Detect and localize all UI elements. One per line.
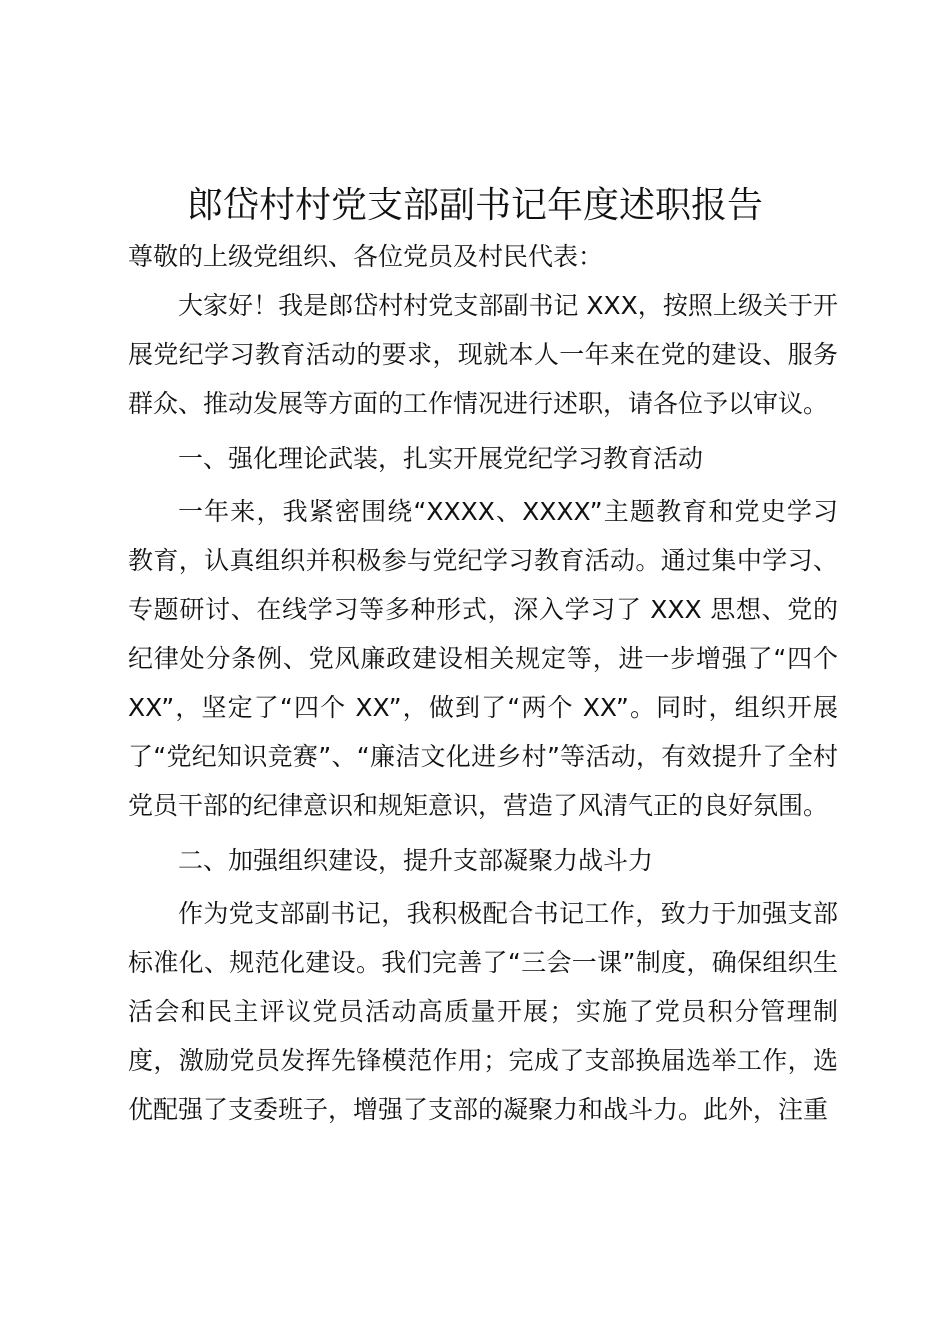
section-heading-2: 二、加强组织建设，提升支部凝聚力战斗力 bbox=[178, 846, 654, 875]
section-2-paragraph: 作为党支部副书记，我积极配合书记工作，致力于加强支部标准化、规范化建设。我们完善了“三会一课”制度，确保组织生活会和民主评议党员活动高质量开展；实施了党员积分管理制度，激励党员发挥先锋模范作用；完成了支部换届选举工作，选优配强了支委班子，增强了支部的凝聚力和战斗力。此外，注重 bbox=[128, 899, 838, 1124]
intro-paragraph: 大家好！我是郎岱村村党支部副书记 XXX，按照上级关于开展党纪学习教育活动的要求，现就本人一年来在党的建设、服务群众、推动发展等方面的工作情况进行述职，请各位予以审议。 bbox=[128, 291, 838, 418]
section-1-paragraph: 一年来，我紧密围绕“XXXX、XXXX”主题教育和党史学习教育，认真组织并积极参与党纪学习教育活动。通过集中学习、专题研讨、在线学习等多种形式，深入学习了 XXX 思想、党的纪律处分条例、党风廉政建设相关规定等，进一步增强了“四个 XX”，坚定了“四个 XX”，做到了“两个 XX”。同时，组织开展了“党纪知识竞赛”、“廉洁文化进乡村”等活动，有效提升了全村党员干部的纪律意识和规矩意识，营造了风清气正的良好氛围。 bbox=[128, 497, 838, 820]
document-body bbox=[128, 232, 838, 1134]
document-title: 郎岱村村党支部副书记年度述职报告 bbox=[186, 185, 763, 226]
salutation: 尊敬的上级党组织、各位党员及村民代表： bbox=[128, 242, 604, 271]
section-heading-1: 一、强化理论武装，扎实开展党纪学习教育活动 bbox=[178, 444, 704, 473]
